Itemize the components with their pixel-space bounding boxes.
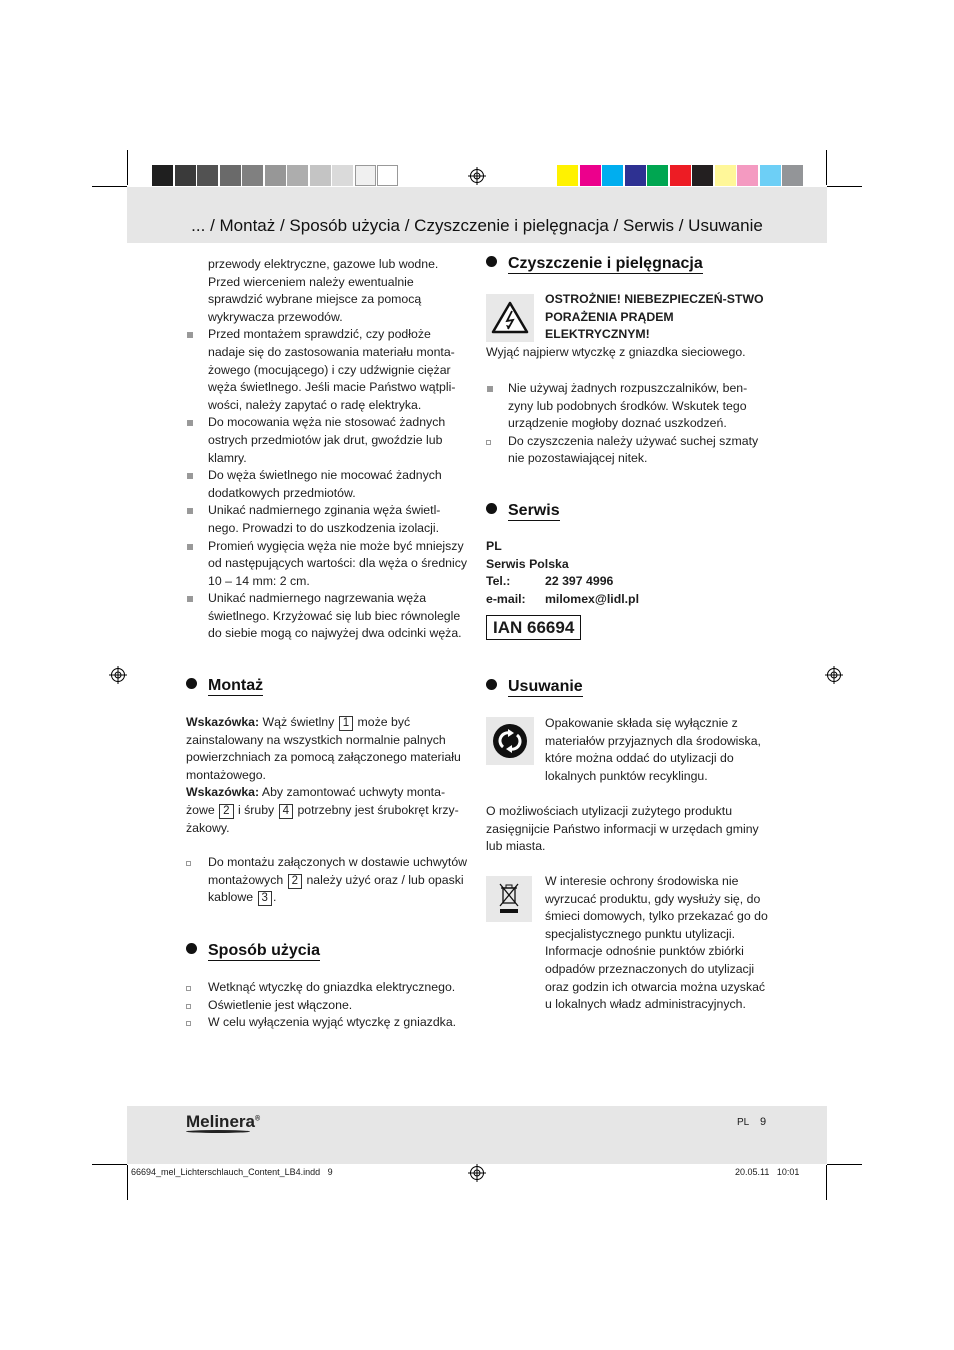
step-box-icon xyxy=(186,1021,191,1026)
registration-mark-icon xyxy=(109,666,127,684)
service-email: milomex@lidl.pl xyxy=(545,591,639,606)
color-swatch xyxy=(602,165,623,186)
usuwanie-p1: Opakowanie składa się wyłącznie z materiałów przyjaznych dla środowiska, które można oddać do utylizacji do lokalnych punktów recyklingu. xyxy=(545,716,761,783)
bullet-icon xyxy=(187,596,193,602)
weee-icon-box xyxy=(486,876,532,922)
step-box-icon xyxy=(486,440,491,445)
list-item: Promień wygięcia węża nie może być mniejszy od następujących wartości: dla węża o średnicy 10 – 14 mm: 2 cm. xyxy=(186,538,471,591)
bullet-icon xyxy=(187,544,193,550)
page-number: 9 xyxy=(760,1116,767,1128)
color-swatch xyxy=(782,165,803,186)
list-item: Do węża świetlnego nie mocować żadnych dodatkowych przedmiotów. xyxy=(186,467,471,502)
list-item: W celu wyłączenia wyjąć wtyczkę z gniazdka. xyxy=(186,1014,471,1032)
part-number-badge: 4 xyxy=(279,804,293,819)
service-country: PL xyxy=(486,539,502,553)
crop-mark xyxy=(92,186,127,187)
crop-mark xyxy=(827,186,862,187)
crop-mark xyxy=(92,1164,127,1165)
brand-logo: Melinera® xyxy=(186,1112,261,1131)
part-number-badge: 2 xyxy=(219,804,233,819)
hint-paragraph: Wskazówka: Aby zamontować uchwyty monta-żowe 2 i śruby 4 potrzebny jest śrubokręt krzy-żakowy. xyxy=(186,785,459,835)
step-box-icon xyxy=(186,986,191,991)
green-dot-recycling-icon xyxy=(486,717,534,765)
section-heading-czyszczenie: Czyszczenie i pielęgnacja xyxy=(486,255,703,273)
color-swatch xyxy=(197,165,218,186)
color-swatch xyxy=(580,165,601,186)
usuwanie-p3: W interesie ochrony środowiska nie wyrzucać produktu, gdy wysłuży się, do śmieci domowych, tylko przekazać go do specjalistycznego punktu utylizacji. Informacje odnośnie punktów zbiórki odpadów przeznaczonych do utylizacji oraz godzin ich otwarcia można uzyskać u lokalnych władz administracyjnych. xyxy=(545,874,768,1012)
bullet-icon xyxy=(187,473,193,479)
warning-bold: OSTROŻNIE! NIEBEZPIECZEŃ-STWO PORAŻENIA PRĄDEM ELEKTRYCZNYM! xyxy=(545,292,764,342)
bullet-dot-icon xyxy=(186,943,197,954)
crop-mark xyxy=(826,1165,827,1200)
bullet-dot-icon xyxy=(486,256,497,267)
service-phone-row: Tel.: 22 397 4996 xyxy=(486,574,614,589)
uzycie-content xyxy=(186,979,471,1032)
color-swatch xyxy=(310,165,331,186)
color-swatch xyxy=(287,165,308,186)
section-heading-sposob-uzycia: Sposób użycia xyxy=(186,942,320,960)
list-item: Wetknąć wtyczkę do gniazdka elektrycznego. xyxy=(186,979,471,997)
list-item: Przed montażem sprawdzić, czy podłoże nadaje się do zastosowania materiału monta-żowego (mocującego) i czy udźwignie ciężar węża świetlnego. Jeśli macie Państwo wątpli-wości, należy zapytać o radę elektryka. xyxy=(186,326,471,414)
recycling-icon-box xyxy=(486,717,534,765)
bullet-dot-icon xyxy=(186,678,197,689)
color-swatch xyxy=(670,165,691,186)
ian-badge: IAN 66694 xyxy=(486,615,581,640)
color-swatch xyxy=(355,165,376,186)
usuwanie-p2: O możliwościach utylizacji zużytego produktu zasięgnijcie Państwo informacji w urzędach gminy lub miasta. xyxy=(486,804,759,854)
serwis-contact xyxy=(486,538,771,608)
bullet-icon xyxy=(487,386,493,392)
color-swatch xyxy=(377,165,398,186)
page-title: ... / Montaż / Sposób użycia / Czyszczenie i pielęgnacja / Serwis / Usuwanie xyxy=(191,216,763,235)
section-heading-usuwanie: Usuwanie xyxy=(486,678,583,696)
bullet-icon xyxy=(187,508,193,514)
color-swatch xyxy=(265,165,286,186)
crop-mark xyxy=(826,150,827,185)
footer-language: PL xyxy=(737,1117,750,1128)
color-swatch xyxy=(557,165,578,186)
list-item: Unikać nadmiernego zginania węża świetl-nego. Prowadzi to do uszkodzenia izolacji. xyxy=(186,502,471,537)
montaz-content xyxy=(186,714,471,907)
list-item: Nie używaj żadnych rozpuszczalników, ben-zyny lub podobnych środków. Wskutek tego urządzenie mogłoby doznać uszkodzeń. xyxy=(486,380,771,433)
slug-filename: 66694_mel_Lichterschlauch_Content_LB4.indd 9 xyxy=(131,1167,333,1177)
left-column xyxy=(186,256,471,643)
crop-mark xyxy=(127,1165,128,1200)
part-number-badge: 2 xyxy=(288,874,302,889)
service-email-row: e-mail: milomex@lidl.pl xyxy=(486,591,639,606)
list-item: Do montażu załączonych w dostawie uchwytów montażowych 2 należy użyć oraz / lub opaski kablowe 3 . xyxy=(186,854,471,907)
color-swatch xyxy=(647,165,668,186)
crop-mark xyxy=(827,1164,862,1165)
bullet-dot-icon xyxy=(486,503,497,514)
slug-date: 20.05.11 10:01 xyxy=(735,1167,800,1177)
crossed-bin-icon xyxy=(486,876,532,922)
color-swatch xyxy=(220,165,241,186)
crop-mark xyxy=(127,150,128,185)
intro-paragraph: przewody elektryczne, gazowe lub wodne. Przed wierceniem należy ewentualnie sprawdzić wybrane miejsce za pomocą wykrywacza przewodów. xyxy=(208,257,439,324)
bullet-dot-icon xyxy=(486,679,497,690)
part-number-badge: 3 xyxy=(258,891,272,906)
color-swatch xyxy=(332,165,353,186)
registration-mark-icon xyxy=(468,1164,486,1182)
bullet-icon xyxy=(187,420,193,426)
step-box-icon xyxy=(186,861,191,866)
color-swatch xyxy=(715,165,736,186)
color-swatch xyxy=(152,165,173,186)
bullet-icon xyxy=(187,332,193,338)
hint-paragraph: Wskazówka: Wąż świetlny 1 może być zainstalowany na wszystkich normalnie palnych powierzchniach za pomocą załączonego materiału montażowego. xyxy=(186,715,461,782)
color-swatch xyxy=(760,165,781,186)
color-swatch xyxy=(242,165,263,186)
section-heading-serwis: Serwis xyxy=(486,502,560,520)
color-swatch xyxy=(625,165,646,186)
service-phone: 22 397 4996 xyxy=(545,574,614,589)
czyszczenie-content xyxy=(486,380,771,468)
color-swatch xyxy=(692,165,713,186)
section-heading-montaz: Montaż xyxy=(186,677,263,695)
part-number-badge: 1 xyxy=(339,716,353,731)
list-item: Unikać nadmiernego nagrzewania węża świetlnego. Krzyżować się lub biec równolegle do siebie mogą co najwyżej dwa odcinki węża. xyxy=(186,590,471,643)
list-item: Do mocowania węża nie stosować żadnych ostrych przedmiotów jak drut, gwoździe lub klamry. xyxy=(186,414,471,467)
warning-rest: Wyjąć najpierw wtyczkę z gniazdka sieciowego. xyxy=(486,345,746,359)
service-name: Serwis Polska xyxy=(486,556,569,571)
warning-text xyxy=(486,291,771,344)
step-box-icon xyxy=(186,1004,191,1009)
color-swatch xyxy=(175,165,196,186)
registration-mark-icon xyxy=(468,167,486,185)
color-swatch xyxy=(737,165,758,186)
registration-mark-icon xyxy=(825,666,843,684)
list-item: Oświetlenie jest włączone. xyxy=(186,997,471,1015)
list-item: Do czyszczenia należy używać suchej szmaty nie pozostawiającej nitek. xyxy=(486,433,771,468)
